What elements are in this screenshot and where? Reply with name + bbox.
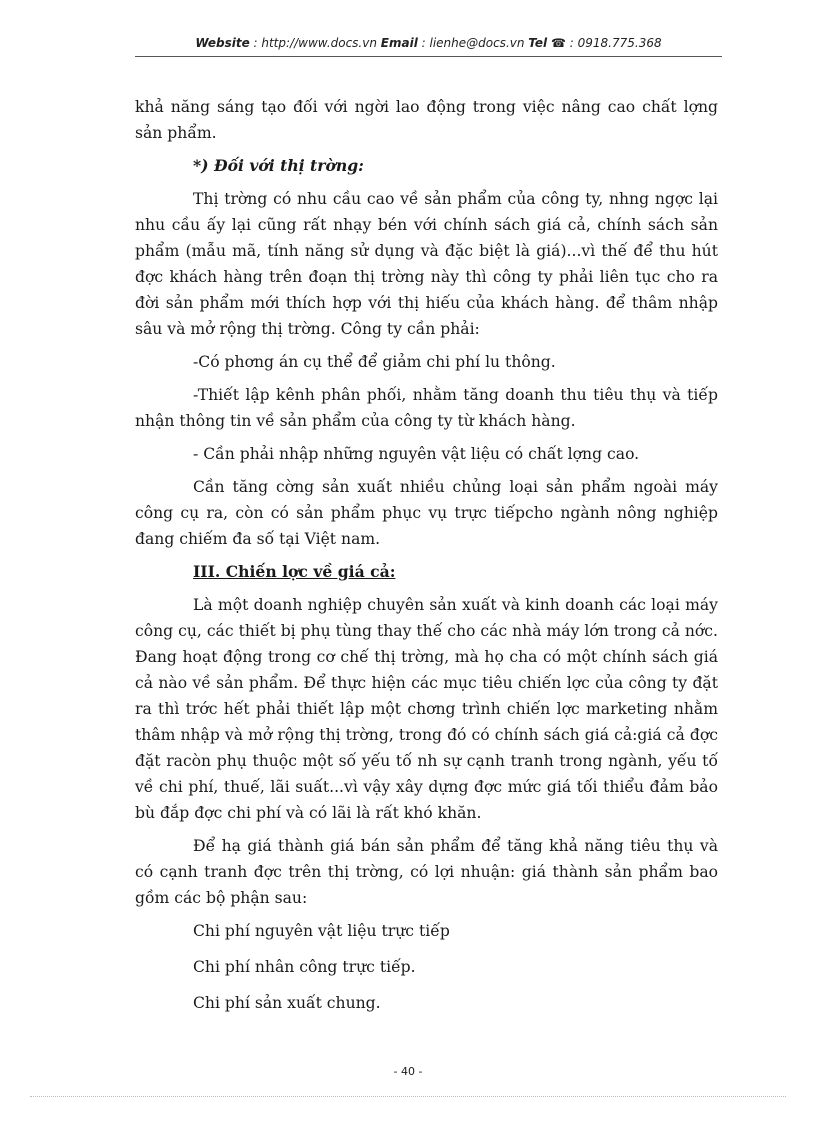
- header-divider: [135, 56, 722, 57]
- paragraph: Thị trờng có nhu cầu cao về sản phẩm của công ty, nhng ngợc lại nhu cầu ấy lại cũng rất nhạy bén với chính sách giá cả, chính sách sản phẩm (mẫu mã, tính năng sử dụng và đặc biệt là giá)...vì thế để thu hút đợc khách hàng trên đoạn thị trờng này thì công ty phải liên tục cho ra đời sản phẩm mới thích hợp với thị hiếu của khách hàng. để thâm nhập sâu và mở rộng thị trờng. Công ty cần phải:: [135, 190, 718, 338]
- document-body: [135, 94, 718, 1026]
- section-heading-price-strategy: III. Chiến lợc về giá cả:: [193, 562, 396, 581]
- email-label: Email: [380, 36, 418, 50]
- subheading-market: *) Đối với thị trờng:: [193, 156, 364, 175]
- website-value: : http://www.docs.vn: [249, 36, 381, 50]
- list-item: - Cần phải nhập những nguyên vật liệu có chất lợng cao.: [193, 445, 640, 463]
- phone-icon: ☎: [551, 36, 566, 50]
- footer-divider: [30, 1096, 786, 1097]
- website-label: Website: [195, 36, 250, 50]
- paragraph: Để hạ giá thành giá bán sản phẩm để tăng khả năng tiêu thụ và có cạnh tranh đợc trên thị trờng, có lợi nhuận: giá thành sản phẩm bao gồm các bộ phận sau:: [135, 837, 718, 907]
- page-header: [135, 36, 722, 50]
- list-item: Chi phí nguyên vật liệu trực tiếp: [193, 922, 450, 940]
- paragraph: khả năng sáng tạo đối với ngời lao động trong việc nâng cao chất lợng sản phẩm.: [135, 98, 718, 142]
- list-item: Chi phí sản xuất chung.: [193, 994, 381, 1012]
- tel-value: : 0918.775.368: [565, 36, 662, 50]
- list-item: Chi phí nhân công trực tiếp.: [193, 958, 416, 976]
- list-item: -Thiết lập kênh phân phối, nhằm tăng doanh thu tiêu thụ và tiếp nhận thông tin về sản phẩm của công ty từ khách hàng.: [135, 386, 718, 430]
- list-item: -Có phơng án cụ thể để giảm chi phí lu thông.: [193, 353, 556, 371]
- paragraph: Là một doanh nghiệp chuyên sản xuất và kinh doanh các loại máy công cụ, các thiết bị phụ tùng thay thế cho các nhà máy lớn trong cả nớc. Đang hoạt động trong cơ chế thị trờng, mà họ cha có một chính sách giá cả nào về sản phẩm. Để thực hiện các mục tiêu chiến lợc của công ty đặt ra thì trớc hết phải thiết lập một chơng trình chiến lợc marketing nhằm thâm nhập và mở rộng thị trờng, trong đó có chính sách giá cả:giá cả đợc đặt racòn phụ thuộc một số yếu tố nh sự cạnh tranh trong ngành, yếu tố về chi phí, thuế, lãi suất...vì vậy xây dựng đợc mức giá tối thiểu đảm bảo bù đắp đợc chi phí và có lãi là rất khó khăn.: [135, 596, 718, 822]
- page-number: - 40 -: [393, 1065, 423, 1078]
- email-value: : lienhe@docs.vn: [417, 36, 529, 50]
- tel-label: Tel: [528, 36, 548, 50]
- paragraph: Cần tăng cờng sản xuất nhiều chủng loại sản phẩm ngoài máy công cụ ra, còn có sản phẩm phục vụ trực tiếpcho ngành nông nghiệp đang chiếm đa số tại Việt nam.: [135, 478, 718, 548]
